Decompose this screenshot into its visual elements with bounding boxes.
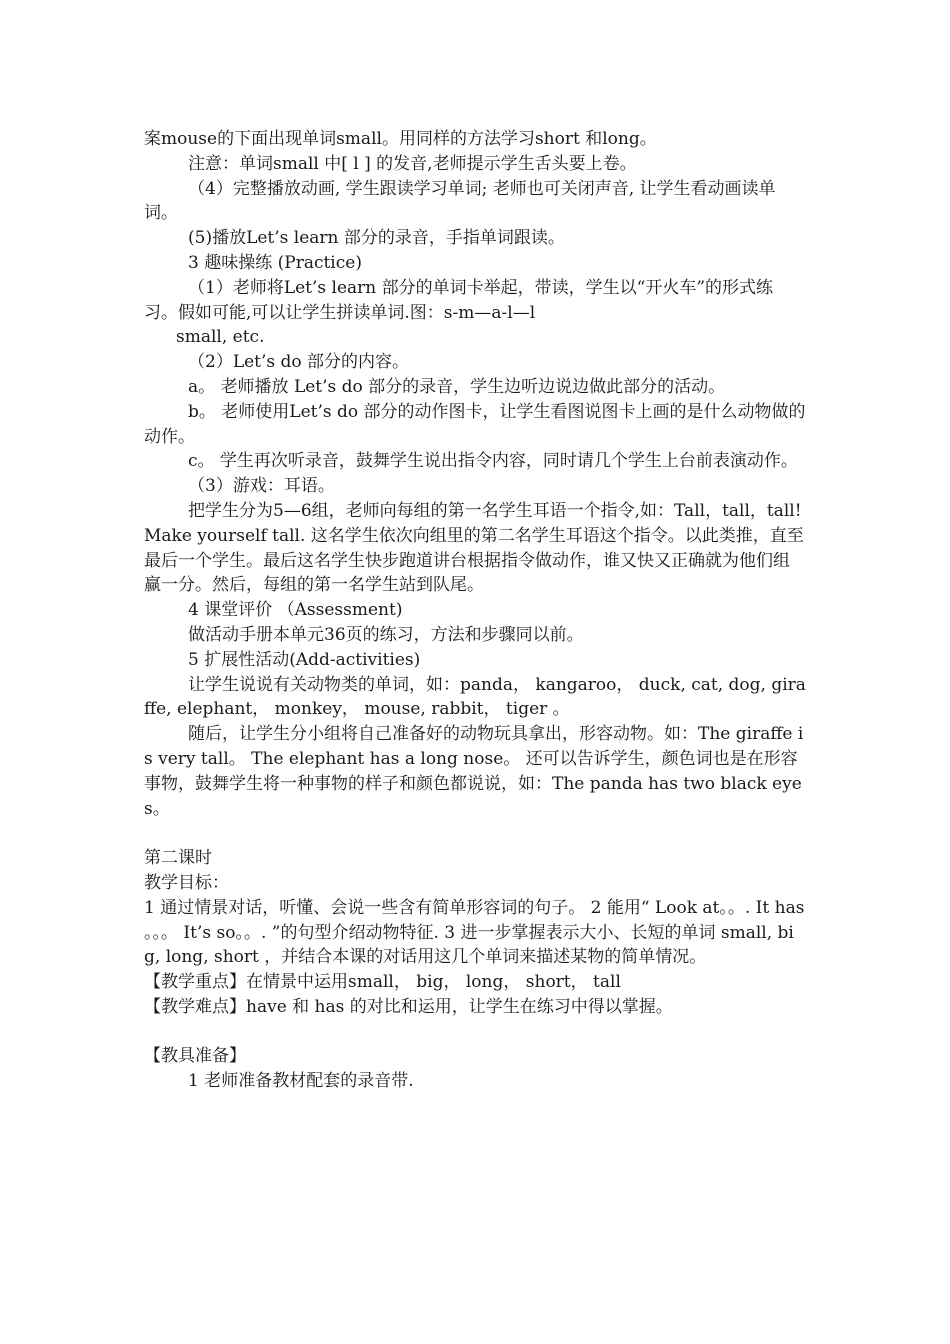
- paragraph: 5 扩展性活动(Add-activities): [188, 649, 421, 670]
- paragraph: 把学生分为5—6组，老师向每组的第一名学生耳语一个指令,如：Tall，tall，tall! Make yourself tall. 这名学生依次向组里的第二名学生耳语这个指令。以此类推，直至最后一个学生。最后这名学生快步跑道讲台根据指令做动作，谁又快又正确就为他们组赢一分。然后，每组的第一名学生站到队尾。: [144, 500, 804, 596]
- paragraph: 随后，让学生分小组将自己准备好的动物玩具拿出，形容动物。如：The giraffe is very tall。 The elephant has a long nose。 还可以告诉学生，颜色词也是在形容事物，鼓舞学生将一种事物的样子和颜色都说说，如：The panda has two black eyes。: [144, 724, 804, 819]
- paragraph: 4 课堂评价 （Assessment): [188, 600, 403, 621]
- paragraph: 第二课时: [144, 848, 212, 869]
- document-body: [144, 127, 806, 1094]
- blank-line: [144, 1020, 806, 1045]
- paragraph: (5)播放Let’s learn 部分的录音，手指单词跟读。: [188, 228, 565, 249]
- paragraph: 【教学难点】have 和 has 的对比和运用，让学生在练习中得以掌握。: [144, 996, 673, 1017]
- paragraph: 【教学重点】在情景中运用small， big， long， short， tall: [144, 972, 621, 993]
- paragraph: 3 趣味操练 (Practice): [188, 252, 362, 273]
- paragraph: small, etc.: [176, 327, 265, 348]
- paragraph: 注意：单词small 中[ l ] 的发音,老师提示学生舌头要上卷。: [188, 153, 637, 174]
- paragraph: （3）游戏：耳语。: [188, 476, 335, 497]
- paragraph: 让学生说说有关动物类的单词，如：panda， kangaroo， duck, cat, dog, giraffe, elephant， monkey， mouse, rabbit， tiger 。: [144, 674, 806, 720]
- paragraph: b。 老师使用Let’s do 部分的动作图卡，让学生看图说图卡上画的是什么动物做的动作。: [144, 401, 806, 447]
- paragraph: （4）完整播放动画, 学生跟读学习单词; 老师也可关闭声音, 让学生看动画读单词。: [144, 178, 776, 224]
- paragraph: 1 老师准备教材配套的录音带.: [188, 1071, 414, 1092]
- blank-line: [144, 821, 806, 846]
- paragraph: a。 老师播放 Let’s do 部分的录音，学生边听边说边做此部分的活动。: [188, 376, 726, 397]
- paragraph: （1）老师将Let’s learn 部分的单词卡举起，带读，学生以“开火车”的形式练习。假如可能,可以让学生拼读单词.图：s-m—a-l—l: [144, 277, 774, 323]
- paragraph: 1 通过情景对话，听懂、会说一些含有简单形容词的句子。 2 能用“ Look at。。. It has 。。。 It’s so。。. ”的句型介绍动物特征. 3 进一步掌握表示大小、长短的单词 small, big, long, short ，并结合本课的对话用这几个单词来描述某物的简单情况。: [144, 897, 805, 968]
- paragraph: 案mouse的下面出现单词small。用同样的方法学习short 和long。: [144, 129, 657, 149]
- paragraph: 做活动手册本单元36页的练习，方法和步骤同以前。: [188, 624, 584, 645]
- paragraph: 【教具准备】: [144, 1046, 246, 1067]
- paragraph: （2）Let’s do 部分的内容。: [188, 352, 410, 373]
- paragraph: c。 学生再次听录音，鼓舞学生说出指令内容，同时请几个学生上台前表演动作。: [188, 451, 798, 472]
- paragraph: 教学目标：: [144, 872, 229, 893]
